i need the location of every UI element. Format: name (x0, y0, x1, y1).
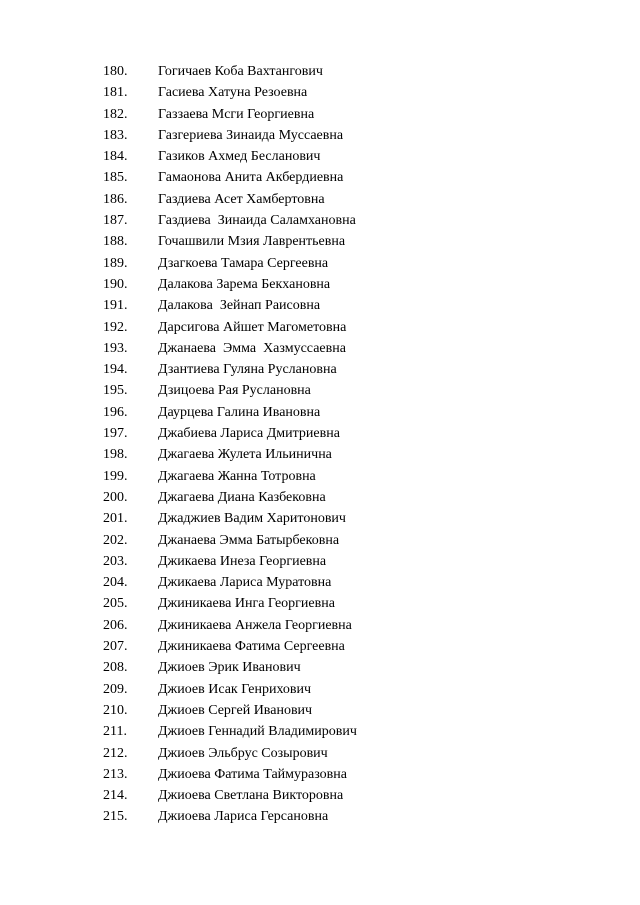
list-item (0, 402, 640, 423)
list-item (0, 700, 640, 721)
list-item (0, 721, 640, 742)
entry-full-name: Джиоева Лариса Герсановна (158, 809, 329, 825)
list-item (0, 551, 640, 572)
list-item (0, 189, 640, 210)
entry-full-name: Джиникаева Анжела Георгиевна (158, 617, 352, 633)
entry-full-name: Дзантиева Гуляна Руслановна (158, 362, 337, 378)
list-item (0, 295, 640, 316)
entry-full-name: Джанаева Эмма Хазмуссаевна (158, 340, 346, 356)
list-item (0, 764, 640, 785)
entry-full-name: Джиоев Исак Генрихович (158, 681, 312, 697)
list-item (0, 487, 640, 508)
list-item (0, 806, 640, 827)
entry-full-name: Джагаева Диана Казбековна (158, 489, 326, 505)
list-item (0, 61, 640, 82)
list-item (0, 231, 640, 252)
list-item (0, 338, 640, 359)
entry-number: 189. (103, 255, 128, 271)
entry-number: 206. (103, 617, 128, 633)
entry-full-name: Джагаева Жанна Тотровна (158, 468, 316, 484)
entry-full-name: Гасиева Хатуна Резоевна (158, 85, 308, 101)
entry-full-name: Джиоев Эльбрус Созырович (158, 745, 328, 761)
entry-number: 198. (103, 447, 128, 463)
entry-full-name: Газзаева Мсги Георгиевна (158, 106, 315, 122)
list-item (0, 253, 640, 274)
entry-number: 211. (103, 724, 127, 740)
entry-full-name: Джиоев Сергей Иванович (158, 702, 313, 718)
entry-number: 201. (103, 511, 128, 527)
entry-full-name: Даурцева Галина Ивановна (158, 404, 321, 420)
entry-number: 204. (103, 575, 128, 591)
entry-full-name: Газдиева Зинаида Саламхановна (158, 213, 356, 229)
entry-number: 183. (103, 127, 128, 143)
entry-full-name: Газгериева Зинаида Муссаевна (158, 127, 344, 143)
list-item (0, 530, 640, 551)
entry-number: 185. (103, 170, 128, 186)
entry-full-name: Джагаева Жулета Ильинична (158, 447, 332, 463)
list-item (0, 167, 640, 188)
entry-number: 213. (103, 766, 128, 782)
list-item (0, 615, 640, 636)
list-item (0, 508, 640, 529)
entry-number: 209. (103, 681, 128, 697)
entry-full-name: Гамаонова Анита Акбердиевна (158, 170, 344, 186)
entry-number: 192. (103, 319, 128, 335)
entry-number: 196. (103, 404, 128, 420)
entry-number: 186. (103, 191, 128, 207)
list-item (0, 466, 640, 487)
entry-number: 195. (103, 383, 128, 399)
entry-full-name: Джикаева Инеза Георгиевна (158, 553, 327, 569)
list-item (0, 125, 640, 146)
entry-number: 187. (103, 213, 128, 229)
entry-full-name: Дзицоева Рая Руслановна (158, 383, 311, 399)
list-item (0, 146, 640, 167)
list-item (0, 359, 640, 380)
entry-full-name: Газдиева Асет Хамбертовна (158, 191, 325, 207)
entry-number: 184. (103, 149, 128, 165)
list-item (0, 657, 640, 678)
entry-number: 202. (103, 532, 128, 548)
list-item (0, 572, 640, 593)
entry-number: 210. (103, 702, 128, 718)
entry-full-name: Джиоев Геннадий Владимирович (158, 724, 357, 740)
entry-full-name: Джиоев Эрик Иванович (158, 660, 301, 676)
entry-full-name: Далакова Зейнап Раисовна (158, 298, 321, 314)
entry-number: 203. (103, 553, 128, 569)
list-item (0, 317, 640, 338)
entry-full-name: Гочашвили Мзия Лаврентьевна (158, 234, 346, 250)
entry-number: 181. (103, 85, 128, 101)
list-item (0, 210, 640, 231)
name-list (0, 61, 640, 828)
entry-full-name: Джабиева Лариса Дмитриевна (158, 426, 340, 442)
list-item (0, 679, 640, 700)
entry-number: 197. (103, 426, 128, 442)
entry-full-name: Дарсигова Айшет Магометовна (158, 319, 347, 335)
entry-number: 190. (103, 276, 128, 292)
entry-full-name: Джиоева Фатима Таймуразовна (158, 766, 347, 782)
entry-number: 199. (103, 468, 128, 484)
entry-number: 208. (103, 660, 128, 676)
entry-number: 191. (103, 298, 128, 314)
list-item (0, 743, 640, 764)
entry-number: 212. (103, 745, 128, 761)
entry-full-name: Джиоева Светлана Викторовна (158, 788, 344, 804)
entry-full-name: Джикаева Лариса Муратовна (158, 575, 332, 591)
entry-full-name: Джанаева Эмма Батырбековна (158, 532, 340, 548)
entry-number: 180. (103, 64, 128, 79)
list-item (0, 636, 640, 657)
entry-number: 215. (103, 809, 128, 825)
entry-full-name: Дзагкоева Тамара Сергеевна (158, 255, 329, 271)
list-item (0, 274, 640, 295)
entry-number: 188. (103, 234, 128, 250)
entry-number: 214. (103, 788, 128, 804)
list-item (0, 444, 640, 465)
entry-full-name: Джиникаева Фатима Сергеевна (158, 639, 345, 655)
entry-number: 205. (103, 596, 128, 612)
entry-full-name: Джиникаева Инга Георгиевна (158, 596, 335, 612)
entry-number: 207. (103, 639, 128, 655)
list-item (0, 785, 640, 806)
list-item (0, 593, 640, 614)
entry-full-name: Гогичаев Коба Вахтангович (158, 64, 323, 79)
list-item (0, 380, 640, 401)
list-item (0, 104, 640, 125)
entry-number: 194. (103, 362, 128, 378)
list-item (0, 423, 640, 444)
entry-number: 182. (103, 106, 128, 122)
entry-full-name: Газиков Ахмед Бесланович (158, 149, 321, 165)
list-item (0, 82, 640, 103)
entry-number: 200. (103, 489, 128, 505)
entry-number: 193. (103, 340, 128, 356)
entry-full-name: Джаджиев Вадим Харитонович (158, 511, 346, 527)
entry-full-name: Далакова Зарема Бекхановна (158, 276, 331, 292)
